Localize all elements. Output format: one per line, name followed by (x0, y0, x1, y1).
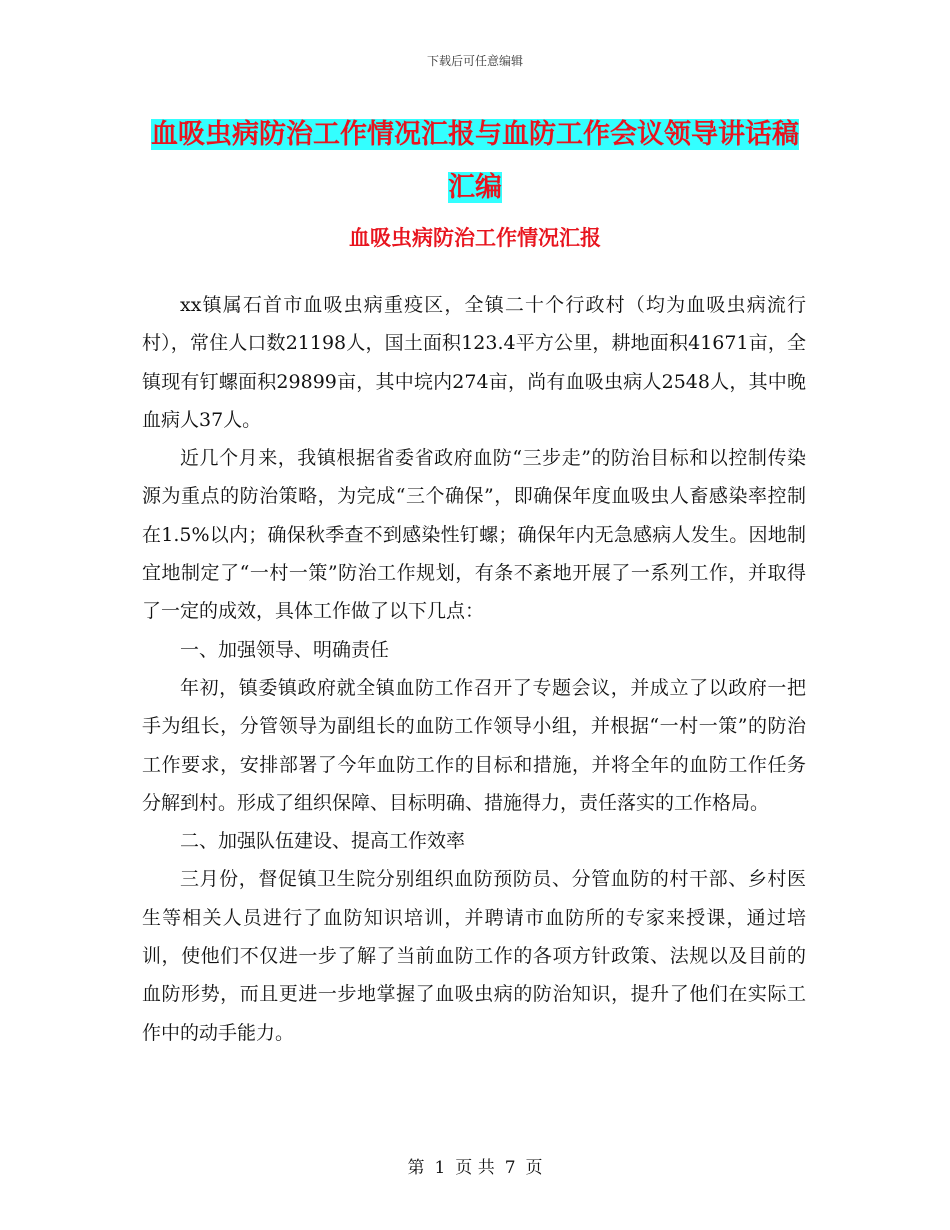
document-body (142, 286, 806, 1052)
paragraph-intro: xx镇属石首市血吸虫病重疫区，全镇二十个行政村（均为血吸虫病流行村），常住人口数21198人，国土面积123.4平方公里，耕地面积41671亩，全镇现有钉螺面积29899亩，其中垸内274亩，尚有血吸虫病人2548人，其中晚血病人37人。 (142, 294, 806, 431)
page-footer (0, 1153, 950, 1178)
document-title-text: 血吸虫病防治工作情况汇报与血防工作会议领导讲话稿汇编 (151, 119, 799, 203)
section-title: 血吸虫病防治工作情况汇报 (349, 226, 601, 250)
heading-1: 一、加强领导、明确责任 (180, 638, 390, 661)
footer-prefix: 第 (407, 1158, 425, 1178)
footer-suffix: 页 (525, 1158, 543, 1178)
document-title (140, 108, 810, 214)
header-note: 下载后可任意编辑 (426, 54, 523, 68)
paragraph-training: 三月份，督促镇卫生院分别组织血防预防员、分管血防的村干部、乡村医生等相关人员进行了血防知识培训，并聘请市血防所的专家来授课，通过培训，使他们不仅进一步了解了当前血防工作的各项方针政策、法规以及目前的血防形势，而且更进一步地掌握了血吸虫病的防治知识，提升了他们在实际工作中的动手能力。 (142, 868, 806, 1044)
heading-2: 二、加强队伍建设、提高工作效率 (180, 830, 466, 853)
paragraph-overview: 近几个月来，我镇根据省委省政府血防“三步走”的防治目标和以控制传染源为重点的防治策略，为完成“三个确保”，即确保年度血吸虫人畜感染率控制在1.5%以内；确保秋季查不到感染性钉螺；确保年内无急感病人发生。因地制宜地制定了“一村一策”防治工作规划，有条不紊地开展了一系列工作，并取得了一定的成效，具体工作做了以下几点： (142, 447, 806, 623)
footer-middle: 页 共 (455, 1158, 495, 1178)
paragraph-leadership: 年初，镇委镇政府就全镇血防工作召开了专题会议，并成立了以政府一把手为组长，分管领导为副组长的血防工作领导小组，并根据“一村一策”的防治工作要求，安排部署了今年血防工作的目标和措施，并将全年的血防工作任务分解到村。形成了组织保障、目标明确、措施得力，责任落实的工作格局。 (142, 676, 806, 814)
footer-total-pages: 7 (504, 1158, 516, 1178)
footer-page-number: 1 (434, 1158, 446, 1178)
